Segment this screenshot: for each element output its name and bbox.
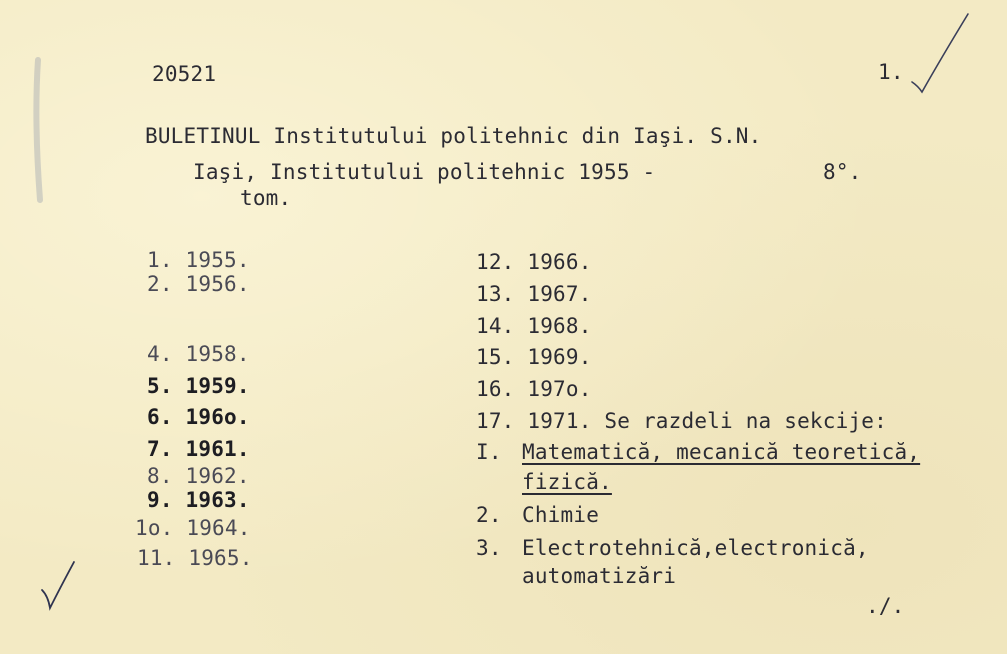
volume-entry: 8. 1962. — [147, 464, 250, 488]
volume-entry: 16. 197o. — [476, 377, 592, 401]
volume-entry: 1. 1955. — [147, 248, 250, 272]
continuation-mark: ./. — [866, 594, 905, 618]
check-mark-icon — [912, 14, 968, 92]
card-number: 1. — [878, 60, 904, 84]
section-number: I. — [476, 440, 502, 464]
tom-label: tom. — [240, 186, 292, 210]
volume-entry: 2. 1956. — [147, 272, 250, 296]
section-title: Electrotehnică,electronică, — [522, 536, 869, 560]
check-mark-icon — [42, 562, 74, 608]
volume-entry: 7. 1961. — [147, 437, 250, 461]
section-number: 3. — [476, 536, 502, 560]
accession-number: 20521 — [152, 62, 217, 86]
section-title: Chimie — [522, 503, 600, 527]
volume-entry: 12. 1966. — [476, 250, 592, 274]
section-title: Matematică, mecanică teoretică, — [522, 440, 921, 464]
volume-entry: 5. 1959. — [147, 374, 250, 398]
volume-entry: 9. 1963. — [147, 488, 250, 512]
volume-entry: 13. 1967. — [476, 282, 592, 306]
format-label: 8°. — [823, 160, 862, 184]
section-title-continued: automatizări — [522, 564, 677, 588]
volume-entry: 14. 1968. — [476, 314, 592, 338]
volume-entry: 4. 1958. — [147, 342, 250, 366]
section-title-continued: fizică. — [522, 470, 612, 494]
volume-entry: 1o. 1964. — [135, 516, 251, 540]
section-number: 2. — [476, 503, 502, 527]
title-line: BULETINUL Institutului politehnic din Iaşi. S.N. — [145, 124, 762, 148]
imprint-line: Iaşi, Institutului politehnic 1955 - — [193, 160, 656, 184]
volume-entry: 17. 1971. Se razdeli na sekcije: — [476, 409, 887, 433]
volume-entry: 15. 1969. — [476, 345, 592, 369]
volume-entry: 11. 1965. — [137, 546, 253, 570]
faint-pencil-mark — [36, 60, 40, 200]
volume-entry: 6. 196o. — [147, 405, 250, 429]
